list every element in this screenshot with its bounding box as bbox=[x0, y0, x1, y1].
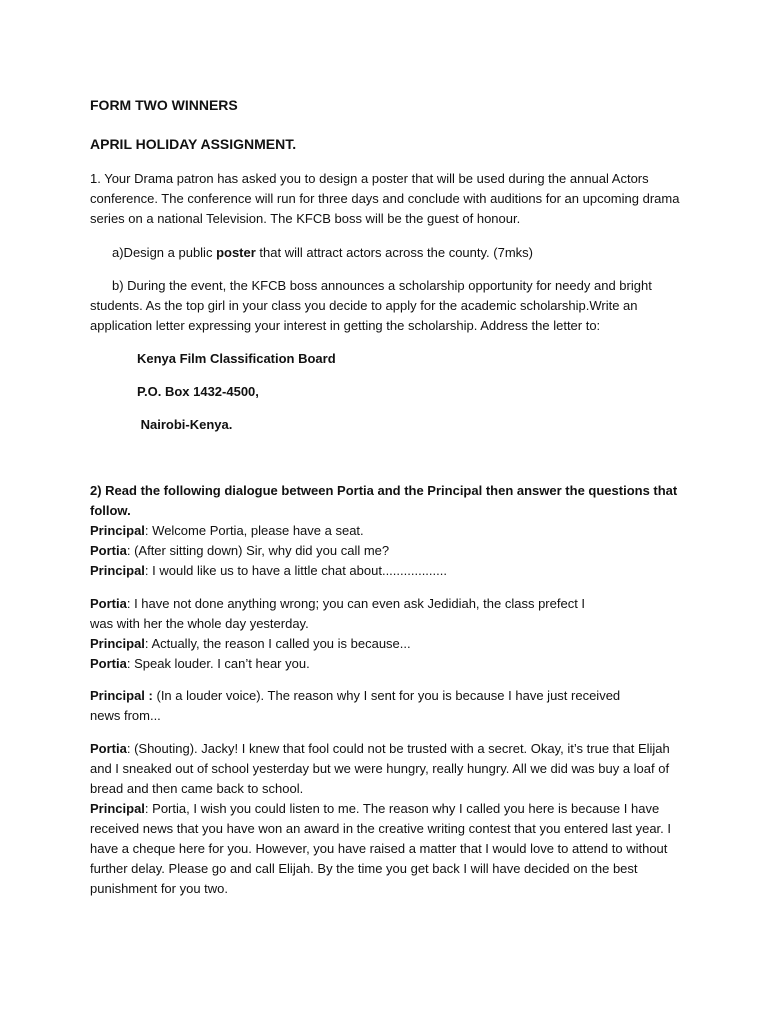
dialogue-line: Principal: Portia, I wish you could listen to me. The reason why I called you here is because I have bbox=[90, 801, 660, 816]
dialogue-text: further delay. Please go and call Elijah. By the time you get back I will have decided on the best bbox=[90, 861, 638, 876]
dialogue-text: bread and then came back to school. bbox=[90, 781, 304, 796]
speaker-name: Principal bbox=[90, 563, 145, 578]
speaker-name: Principal bbox=[90, 636, 145, 651]
dialogue-text: I would like us to have a little chat about.................. bbox=[148, 563, 447, 578]
dialogue-text: (After sitting down) Sir, why did you call me? bbox=[130, 543, 390, 558]
dialogue-text: I have not done anything wrong; you can even ask Jedidiah, the class prefect I bbox=[130, 596, 586, 611]
text-line: 2) Read the following dialogue between Portia and the Principal then answer the questions that bbox=[90, 483, 678, 498]
dialogue-line: Portia: (Shouting). Jacky! I knew that fool could not be trusted with a secret. Okay, it’s true that Elijah bbox=[90, 741, 670, 756]
dialogue-line: Portia: I have not done anything wrong; you can even ask Jedidiah, the class prefect I bbox=[90, 596, 586, 611]
dialogue-text: news from... bbox=[90, 708, 161, 723]
dialogue-block bbox=[90, 686, 620, 726]
dialogue-line: Portia: (After sitting down) Sir, why did you call me? bbox=[90, 543, 390, 558]
dialogue-block bbox=[90, 594, 585, 674]
text-line: conference. The conference will run for three days and conclude with auditions for an upcoming drama bbox=[90, 191, 680, 206]
dialogue-text: have a cheque here for you. However, you have raised a matter that I would love to attend to without bbox=[90, 841, 668, 856]
dialogue-text: (In a louder voice). The reason why I sent for you is because I have just received bbox=[152, 688, 621, 703]
text-line: b) During the event, the KFCB boss announces a scholarship opportunity for needy and bright bbox=[112, 278, 652, 293]
dialogue-line bbox=[90, 839, 671, 859]
heading-april-holiday-assignment: APRIL HOLIDAY ASSIGNMENT. bbox=[90, 136, 297, 152]
dialogue-line bbox=[90, 879, 671, 899]
dialogue-line: Portia: Speak louder. I can’t hear you. bbox=[90, 656, 310, 671]
dialogue-line bbox=[90, 859, 671, 879]
speaker-name: Principal bbox=[90, 523, 145, 538]
question-1a bbox=[112, 243, 533, 263]
text-line: students. As the top girl in your class you decide to apply for the academic scholarship.Write an bbox=[90, 298, 638, 313]
dialogue-text: was with her the whole day yesterday. bbox=[90, 616, 309, 631]
dialogue-text: Speak louder. I can’t hear you. bbox=[130, 656, 310, 671]
dialogue-line: Principal : (In a louder voice). The reason why I sent for you is because I have just received bbox=[90, 688, 621, 703]
dialogue-text: received news that you have won an award in the creative writing contest that you entered last year. I bbox=[90, 821, 671, 836]
speaker-name: Principal bbox=[90, 801, 145, 816]
speaker-name: Principal bbox=[90, 688, 145, 703]
dialogue-line: Principal: I would like us to have a little chat about.................. bbox=[90, 563, 447, 578]
question-1-intro bbox=[90, 169, 679, 229]
dialogue-line bbox=[90, 819, 671, 839]
dialogue-line bbox=[90, 614, 585, 634]
question-1a-bold-word: poster bbox=[216, 245, 256, 260]
dialogue-block bbox=[90, 739, 671, 899]
text-line: application letter expressing your interest in getting the scholarship. Address the letter to: bbox=[90, 318, 601, 333]
dialogue-line bbox=[90, 759, 671, 779]
dialogue-line bbox=[90, 706, 620, 726]
heading-form-two-winners: FORM TWO WINNERS bbox=[90, 97, 238, 113]
dialogue-block bbox=[90, 521, 447, 581]
question-1b bbox=[90, 276, 652, 336]
speaker-name: Portia bbox=[90, 596, 127, 611]
dialogue-line bbox=[90, 779, 671, 799]
text-line: 1. Your Drama patron has asked you to design a poster that will be used during the annual Actors bbox=[90, 171, 649, 186]
dialogue-text: Portia, I wish you could listen to me. The reason why I called you here is because I have bbox=[148, 801, 660, 816]
speaker-name: Portia bbox=[90, 741, 127, 756]
dialogue-text: Actually, the reason I called you is because... bbox=[148, 636, 411, 651]
dialogue-text: (Shouting). Jacky! I knew that fool could not be trusted with a secret. Okay, it’s true that Elijah bbox=[130, 741, 670, 756]
dialogue-line: Principal: Actually, the reason I called you is because... bbox=[90, 636, 411, 651]
question-2-instruction bbox=[90, 481, 677, 521]
address-line-1: Kenya Film Classification Board bbox=[137, 351, 336, 366]
text-line: series on a national Television. The KFCB boss will be the guest of honour. bbox=[90, 211, 521, 226]
dialogue-text: punishment for you two. bbox=[90, 881, 229, 896]
text-line: follow. bbox=[90, 503, 131, 518]
dialogue-text: and I sneaked out of school yesterday but we were hungry, really hungry. All we did was buy a loaf of bbox=[90, 761, 670, 776]
speaker-name: Portia bbox=[90, 543, 127, 558]
dialogue-text: Welcome Portia, please have a seat. bbox=[148, 523, 364, 538]
speaker-name: Portia bbox=[90, 656, 127, 671]
address-line-2: P.O. Box 1432-4500, bbox=[137, 384, 259, 399]
address-line-3: Nairobi-Kenya. bbox=[137, 417, 233, 432]
question-1a-text: a)Design a public bbox=[112, 245, 217, 260]
question-1a-text-end: that will attract actors across the county. (7mks) bbox=[255, 245, 533, 260]
dialogue-line: Principal: Welcome Portia, please have a seat. bbox=[90, 523, 364, 538]
